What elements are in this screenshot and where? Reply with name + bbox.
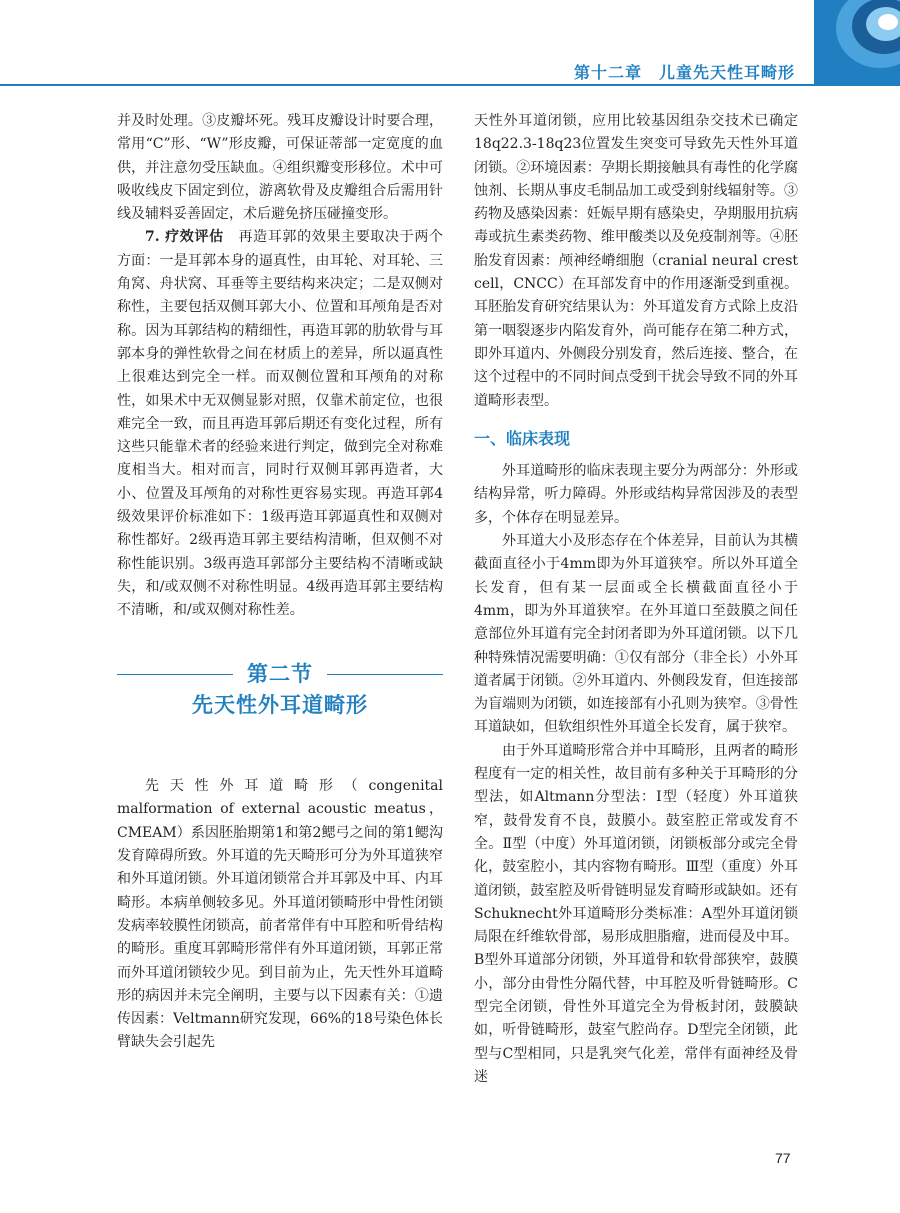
paragraph: 并及时处理。③皮瓣坏死。残耳皮瓣设计时要合理，常用“C”形、“W”形皮瓣，可保证蒂部一定宽度的血供，并注意勿受压缺血。④组织瓣变形移位。术中可吸收线皮下固定到位，游离软骨及皮瓣组合后需用针线及辅料妥善固定，术后避免挤压碰撞变形。	[117, 113, 443, 223]
logo-swirl-icon	[814, 0, 900, 86]
paragraph: 先天性外耳道畸形（congenital malformation of external acoustic meatus，CMEAM）系因胚胎期第1和第2鳃弓之间的第1鳃沟发育障碍所致。外耳道的先天畸形可分为外耳道狭窄和外耳道闭锁。外耳道闭锁常合并耳郭及中耳、内耳畸形。本病单侧较多见。外耳道闭锁畸形中骨性闭锁发病率较膜性闭锁高，前者常伴有中耳腔和听骨结构的畸形。重度耳郭畸形常伴有外耳道闭锁，耳郭正常而外耳道闭锁较少见。到目前为止，先天性外耳道畸形的病因并未完全阐明，主要与以下因素有关：①遗传因素：Veltmann研究发现，66%的18号染色体长臂缺失会引起先	[117, 778, 443, 1051]
paragraph: 由于外耳道畸形常合并中耳畸形，且两者的畸形程度有一定的相关性，故目前有多种关于耳畸形的分型法，如Altmann分型法：Ⅰ型（轻度）外耳道狭窄，鼓骨发育不良，鼓膜小。鼓室腔正常或发育不全。Ⅱ型（中度）外耳道闭锁，闭锁板部分或完全骨化，鼓室腔小，其内容物有畸形。Ⅲ型（重度）外耳道闭锁，鼓室腔及听骨链明显发育畸形或缺如。还有Schuknecht外耳道畸形分类标准：A型外耳道闭锁局限在纤维软骨部，易形成胆脂瘤，进而侵及中耳。B型外耳道部分闭锁，外耳道骨和软骨部狭窄，鼓膜小，部分由骨性分隔代替，中耳腔及听骨链畸形。C型完全闭锁，骨性外耳道完全为骨板封闭，鼓膜缺如，听骨链畸形，鼓室气腔尚存。D型完全闭锁，此型与C型相同，只是乳突气化差，常伴有面神经及骨迷	[474, 742, 798, 1085]
section-rule-right	[327, 674, 443, 675]
paragraph: 外耳道大小及形态存在个体差异，目前认为其横截面直径小于4mm即为外耳道狭窄。所以外耳道全长发育，但有某一层面或全长横截面直径小于4mm，即为外耳道狭窄。在外耳道口至鼓膜之间任意部位外耳道有完全封闭者即为外耳道闭锁。以下几种特殊情况需要明确：①仅有部分（非全长）小外耳道者属于闭锁。②外耳道内、外侧段发育，但连接部为盲端则为闭锁，如连接部有小孔则为狭窄。③骨性耳道缺如，但软组织性外耳道全长发育，属于狭窄。	[474, 533, 798, 736]
section-number-row	[117, 663, 443, 686]
left-column	[117, 110, 443, 1145]
chapter-title: 第十二章 儿童先天性耳畸形	[573, 63, 795, 82]
section-title: 先天性外耳道畸形	[192, 692, 368, 717]
paragraph	[117, 226, 443, 622]
paragraph-lead: 7. 疗效评估	[145, 229, 224, 246]
section-heading	[117, 663, 443, 718]
subheading: 一、临床表现	[474, 428, 571, 448]
section-rule-left	[117, 674, 233, 675]
header-rule	[0, 84, 900, 86]
paragraph-text: 再造耳郭的效果主要取决于两个方面：一是耳郭本身的逼真性，由耳轮、对耳轮、三角窝、舟状窝、耳垂等主要结构来决定；二是双侧对称性，主要包括双侧耳郭大小、位置和耳颅角是否对称。因为耳郭结构的精细性，再造耳郭的肋软骨与耳郭本身的弹性软骨之间在材质上的差异，所以逼真性上很难达到完全一样。而双侧位置和耳颅角的对称性，如果术中无双侧显影对照，仅靠术前定位，也很难完全一致，而且再造耳郭后期还有变化过程，所有这些只能靠术者的经验来进行判定，做到完全对称难度相当大。相对而言，同时行双侧耳郭再造者，大小、位置及耳颅角的对称性更容易实现。再造耳郭4级效果评价标准如下：1级再造耳郭逼真性和双侧对称性都好。2级再造耳郭主要结构清晰，但双侧不对称性能识别。3级再造耳郭部分主要结构不清晰或缺失，和/或双侧不对称性明显。4级再造耳郭主要结构不清晰，和/或双侧对称性差。	[117, 229, 443, 619]
paragraph: 天性外耳道闭锁，应用比较基因组杂交技术已确定18q22.3-18q23位置发生突变可导致先天性外耳道闭锁。②环境因素：孕期长期接触具有毒性的化学腐蚀剂、长期从事皮毛制品加工或受到射线辐射等。③药物及感染因素：妊娠早期有感染史，孕期服用抗病毒或抗生素类药物、维甲酸类以及免疫制剂等。④胚胎发育因素：颅神经嵴细胞（cranial neural crest cell，CNCC）在耳部发育中的作用逐渐受到重视。耳胚胎发育研究结果认为：外耳道发育方式除上皮沿第一咽裂逐步内陷发育外，尚可能存在第二种方式，即外耳道内、外侧段分别发育，然后连接、整合，在这个过程中的不同时间点受到干扰会导致不同的外耳道畸形表型。	[474, 113, 798, 409]
corner-logo	[814, 0, 900, 86]
paragraph: 外耳道畸形的临床表现主要分为两部分：外形或结构异常，听力障碍。外形或结构异常因涉及的表型多，个体存在明显差异。	[474, 463, 798, 526]
right-column	[474, 110, 798, 1145]
section-number: 第二节	[247, 661, 313, 686]
page-number: 77	[775, 1150, 791, 1166]
